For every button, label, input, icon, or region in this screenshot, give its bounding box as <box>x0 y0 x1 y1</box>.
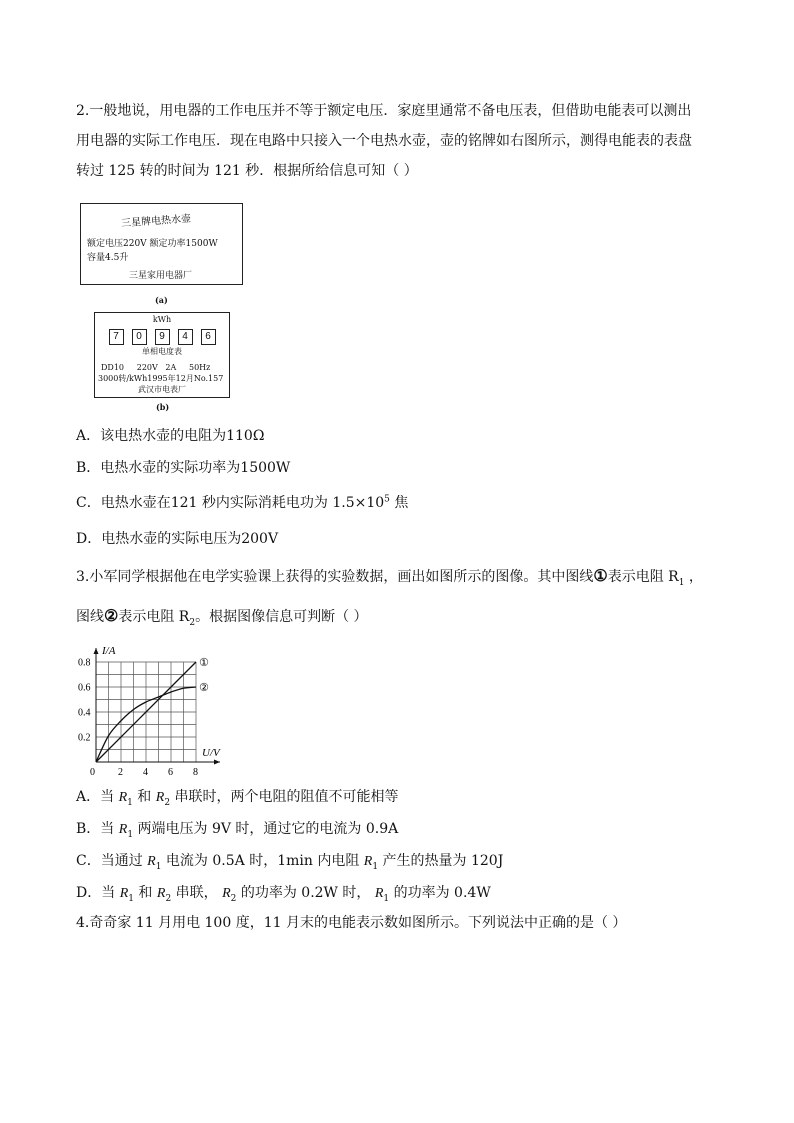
q2-option-d: D．电热水壶的实际电压为200V <box>76 531 279 547</box>
meter-spec: DD10 220V 2A 50Hz <box>101 363 211 372</box>
y-tick-label: 0.2 <box>78 732 91 744</box>
q3-option-d: D．当 $R_1$ 和 $R_2$ 串联， $R_2$ 的功率为 0.2W 时， $R_1$ 的功率为 0.4W <box>76 885 491 904</box>
iv-graph <box>74 640 224 780</box>
x-tick-label: 0 <box>90 767 95 778</box>
meter-digit: 9 <box>155 329 170 345</box>
q2-line-3: 转过 125 转的时间为 121 秒．根据所给信息可知（ ） <box>76 163 418 179</box>
series-label-2: ② <box>199 681 209 694</box>
meter-digit: 7 <box>109 329 124 345</box>
q2-line-1: 2.一般地说，用电器的工作电压并不等于额定电压．家庭里通常不备电压表，但借助电能表可以测出 <box>76 103 692 119</box>
energy-meter <box>94 312 230 398</box>
meter-digit: 0 <box>132 329 147 345</box>
y-axis-arrow <box>94 648 99 654</box>
q3-option-a: A．当 $R_1$ 和 $R_2$ 串联时，两个电阻的阻值不可能相等 <box>76 789 399 808</box>
y-axis-label: I/A <box>102 645 116 657</box>
nameplate-line-1: 额定电压220V 额定功率1500W <box>87 239 218 249</box>
nameplate-maker: 三星家用电器厂 <box>129 271 193 281</box>
q2-option-c: C．电热水壶在121 秒内实际消耗电功为 $1.5\times 10^5$ 焦 <box>76 494 409 511</box>
circled-one: ① <box>593 566 608 585</box>
meter-caption: (b) <box>156 402 170 412</box>
nameplate-title: 三星牌电热水壶 <box>120 213 192 230</box>
y-tick-label: 0.6 <box>78 682 91 694</box>
q3-option-b: B．当 $R_1$ 两端电压为 9V 时，通过它的电流为 0.9A <box>76 821 399 840</box>
q2-option-b: B．电热水壶的实际功率为1500W <box>76 460 291 476</box>
series-label-1: ① <box>199 656 209 669</box>
meter-digits <box>95 327 229 345</box>
kettle-nameplate <box>80 203 243 285</box>
x-tick-label: 6 <box>168 767 173 778</box>
meter-spec-2: 3000转/kWh1995年12月No.157 <box>98 374 224 383</box>
meter-name: 单相电度表 <box>142 347 182 356</box>
meter-maker: 武汉市电表厂 <box>138 385 186 394</box>
x-tick-label: 2 <box>118 767 123 778</box>
y-tick-label: 0.8 <box>78 657 91 669</box>
q4-line-1: 4.奇奇家 11 月用电 100 度，11 月末的电能表示数如图所示。下列说法中正确的是（ ） <box>76 915 627 931</box>
q2-option-a: A．该电热水壶的电阻为110Ω <box>76 428 265 444</box>
meter-digit: 4 <box>178 329 193 345</box>
circled-two: ② <box>104 606 119 625</box>
nameplate-line-2: 容量4.5升 <box>87 253 129 263</box>
x-tick-label: 4 <box>143 767 148 778</box>
q2-line-2: 用电器的实际工作电压．现在电路中只接入一个电热水壶，壶的铭牌如右图所示，测得电能表的表盘 <box>76 133 692 149</box>
meter-unit: kWh <box>152 315 172 324</box>
meter-digit: 6 <box>201 329 216 345</box>
x-axis-label: U/V <box>202 747 220 759</box>
x-tick-label: 8 <box>193 767 198 778</box>
y-tick-label: 0.4 <box>78 707 91 719</box>
x-axis-arrow <box>214 760 220 765</box>
q3-line-2: 图线②表示电阻 $R_2$。根据图像信息可判断（ ） <box>76 606 368 628</box>
nameplate-caption: (a) <box>155 295 168 305</box>
q3-option-c: C．当通过 $R_1$ 电流为 0.5A 时，1min 内电阻 $R_1$ 产生的热量为 120J <box>76 853 504 872</box>
q3-line-1: 3.小军同学根据他在电学实验课上获得的实验数据，画出如图所示的图像。其中图线①表示电阻 $R_1$ ， <box>76 566 703 588</box>
